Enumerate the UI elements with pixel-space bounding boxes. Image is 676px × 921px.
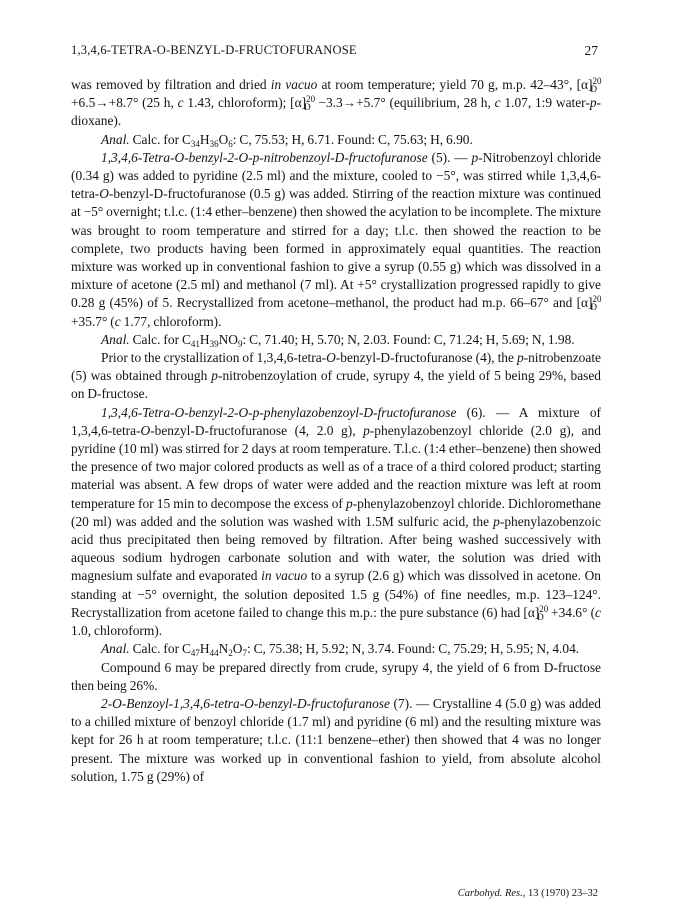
text-run: p <box>493 513 500 529</box>
text-run: (7). — Crystalline 4 (5.0 g) was added to a chilled mixture of benzoyl chloride (1.7 ml) and pyridine (6 ml) and the resulting mixture was kept for 26 h at room temperature; t.l.c. (11:1 benzene–ether) then showed that 4 was no longer present. The mixture was worked up in conventional fashion to yield, from absolute alcohol solution, 1.75 g (29%) of <box>71 695 601 784</box>
journal-citation <box>458 888 598 899</box>
text-run: 47 <box>190 648 200 659</box>
text-run: 7 <box>242 648 247 659</box>
text-run: p <box>471 149 479 165</box>
text-run: D <box>304 102 311 113</box>
text-run: 20 <box>306 94 316 105</box>
text-run: -phenylazobenzoyl chloride. Dichloromethane (20 ml) was added and the solution was washed with 1.5 <box>71 495 601 529</box>
text-run: O <box>99 186 109 202</box>
text-run: 1,3,4,6-Tetra-O-benzyl-2-O-p-nitrobenzoyl-D-fructofuranose <box>101 149 428 165</box>
journal-name: Carbohyd. Res., <box>457 888 526 899</box>
text-run: 20 <box>592 76 602 86</box>
text-run: Anal. <box>101 641 130 657</box>
text-run: 9 <box>237 338 243 349</box>
text-run: 20 <box>592 294 602 305</box>
text-run: -benzyl-D-fructofuranose (4), the <box>335 350 517 366</box>
text-run: 1.0, chloroform). <box>71 623 163 639</box>
text-run: c <box>114 313 121 329</box>
text-run: : C, 75.38; H, 5.92; N, 3.74. Found: C, 75.29; H, 5.95; N, 4.04. <box>246 641 580 657</box>
paragraph <box>71 76 601 131</box>
text-run: O <box>326 350 336 366</box>
text-run: 41 <box>190 338 200 349</box>
journal-volume: 13 (1970) 23–32 <box>525 888 598 899</box>
text-run: D <box>590 302 597 313</box>
paragraph <box>71 131 601 149</box>
paragraph <box>71 331 601 349</box>
text-run: -benzyl-D-fructofuranose (4, 2.0 g), <box>150 422 364 438</box>
text-run: sulfuric acid, the <box>393 513 494 529</box>
text-run: O <box>218 131 229 147</box>
text-run: D <box>590 84 598 94</box>
text-run: 6 <box>228 138 233 149</box>
text-run: (5). — <box>427 149 472 165</box>
text-run: 1.07, 1:9 water- <box>500 95 590 111</box>
text-run: +34.6° ( <box>547 604 596 620</box>
text-run: 2 <box>228 648 233 659</box>
text-run: 36 <box>209 138 219 149</box>
text-run: Calc. for C <box>129 641 191 657</box>
text-run: -benzyl-D-fructofuranose (0.5 g) was added. Stirring of the reaction mixture was continued at −5° overnight; t.l.c. (1:4 ether–benzene) then showed the acylation to be incomplete. The mixture was brought to room temperature and stirred for a day; t.l.c. then showed the reaction to be complete, two products having been formed in approximately equal quantities. The reaction mixture was worked up in conventional fashion to give a syrup (0.55 g) which was dissolved in a mixture of acetone (2.5 ml) and methanol (7 ml). At +5° crystallization progressed rapidly to give 0.28 g (45%) of 5. Recrystallized from acetone–methanol, the product had m.p. 66–67° and [α] <box>71 186 601 311</box>
paragraph <box>71 349 601 404</box>
running-header <box>71 43 598 61</box>
text-run: Calc. for C <box>129 131 191 147</box>
body-text <box>71 76 601 786</box>
text-run: D <box>537 611 544 622</box>
text-run: N <box>218 641 229 657</box>
text-run: p <box>211 368 218 384</box>
text-run: p <box>363 422 370 438</box>
text-run: : C, 71.40; H, 5.70; N, 2.03. Found: C, 71.24; H, 5.69; N, 1.98. <box>242 331 575 347</box>
text-run: H <box>199 641 210 657</box>
text-run: -phenylazobenzoyl chloride (2.0 g), and pyridine (10 ml) was stirred for 2 days at room temperature. T.l.c. (1:4 ether–benzene) then showed the presence of two major colored products as well as of a trace of a third colored product; starting material was absent. A few drops of water were added and the reaction mixture was left at room temperature for 15 min to decompose the excess of <box>71 422 601 511</box>
text-run: Compound 6 may be prepared directly from crude, syrupy 4, the yield of 6 from D-fructose then being 26%. <box>71 659 601 693</box>
text-run: p <box>589 95 597 111</box>
text-run: at room temperature; yield 70 g, m.p. 42–43°, [α] <box>317 77 593 92</box>
text-run: Prior to the crystallization of 1,3,4,6-tetra- <box>101 350 327 366</box>
paragraph <box>71 640 601 658</box>
text-run: 44 <box>209 648 219 659</box>
text-run: c <box>595 604 601 620</box>
text-run: 2-O-Benzoyl-1,3,4,6-tetra-O-benzyl-D-fructofuranose <box>101 695 390 711</box>
text-run: (6). — A mixture of 1,3,4,6-tetra- <box>71 404 601 438</box>
text-run: p <box>516 350 524 366</box>
text-run: -dioxane). <box>71 95 601 129</box>
text-run: 1.77, chloroform). <box>120 313 222 329</box>
text-run: Anal. <box>101 131 130 147</box>
text-run: O <box>140 422 151 438</box>
text-run: was removed by filtration and dried <box>71 77 271 92</box>
text-run: H <box>199 331 210 347</box>
text-run: c <box>494 95 501 111</box>
text-run: 34 <box>190 138 200 149</box>
paragraph <box>71 404 601 641</box>
text-run: 1.43, chloroform); [α] <box>183 95 307 111</box>
text-run: -nitrobenzoate (5) was obtained through <box>71 350 601 384</box>
running-title: 1,3,4,6-TETRA-O-BENZYL-D-FRUCTOFURANOSE <box>71 43 357 57</box>
text-run: 1,3,4,6-Tetra-O-benzyl-2-O-p-phenylazobenzoyl-D-fructofuranose <box>101 404 457 420</box>
page-number: 27 <box>584 43 598 58</box>
text-run: O <box>232 641 243 657</box>
paragraph <box>71 695 601 786</box>
text-run: -Nitrobenzoyl chloride (0.34 g) was added to pyridine (2.5 ml) and the mixture, cooled to −5°, was stirred while 1,3,4,6-tetra- <box>71 149 601 202</box>
text-run: +35.7° ( <box>71 313 115 329</box>
text-run: M <box>381 513 394 529</box>
text-run: : C, 75.53; H, 6.71. Found: C, 75.63; H, 6.90. <box>232 131 473 147</box>
text-run: p <box>346 495 353 511</box>
text-run: H <box>199 131 210 147</box>
text-run: -nitrobenzoylation of crude, syrupy 4, the yield of 5 being 29%, based on D-fructose. <box>71 368 601 402</box>
text-run: −3.3→+5.7° (equilibrium, 28 h, <box>314 95 495 111</box>
text-run: -phenylazobenzoic acid thus precipitated then being removed by filtration. After being washed successively with aqueous sodium hydrogen carbonate solution and with water, the solution was dried with magnesium sulfate and evaporated <box>71 513 601 584</box>
text-run: c <box>177 95 184 111</box>
text-run: Calc. for C <box>129 331 191 347</box>
text-run: +6.5→+8.7° (25 h, <box>71 95 178 111</box>
text-run: 39 <box>209 338 219 349</box>
text-run: to a syrup (2.6 g) which was dissolved in acetone. On standing at −5° overnight, the solution deposited 1.5 g (54%) of fine needles, m.p. 123–124°. Recrystallization from acetone failed to change this m.p.: the pure substance (6) had [α] <box>71 568 601 620</box>
text-run: Anal. <box>101 331 130 347</box>
text-run: 20 <box>539 603 549 614</box>
text-run: NO <box>218 331 238 347</box>
text-run: in vacuo <box>261 568 308 584</box>
paragraph <box>71 149 601 331</box>
text-run: in vacuo <box>270 77 318 92</box>
paragraph <box>71 659 601 695</box>
